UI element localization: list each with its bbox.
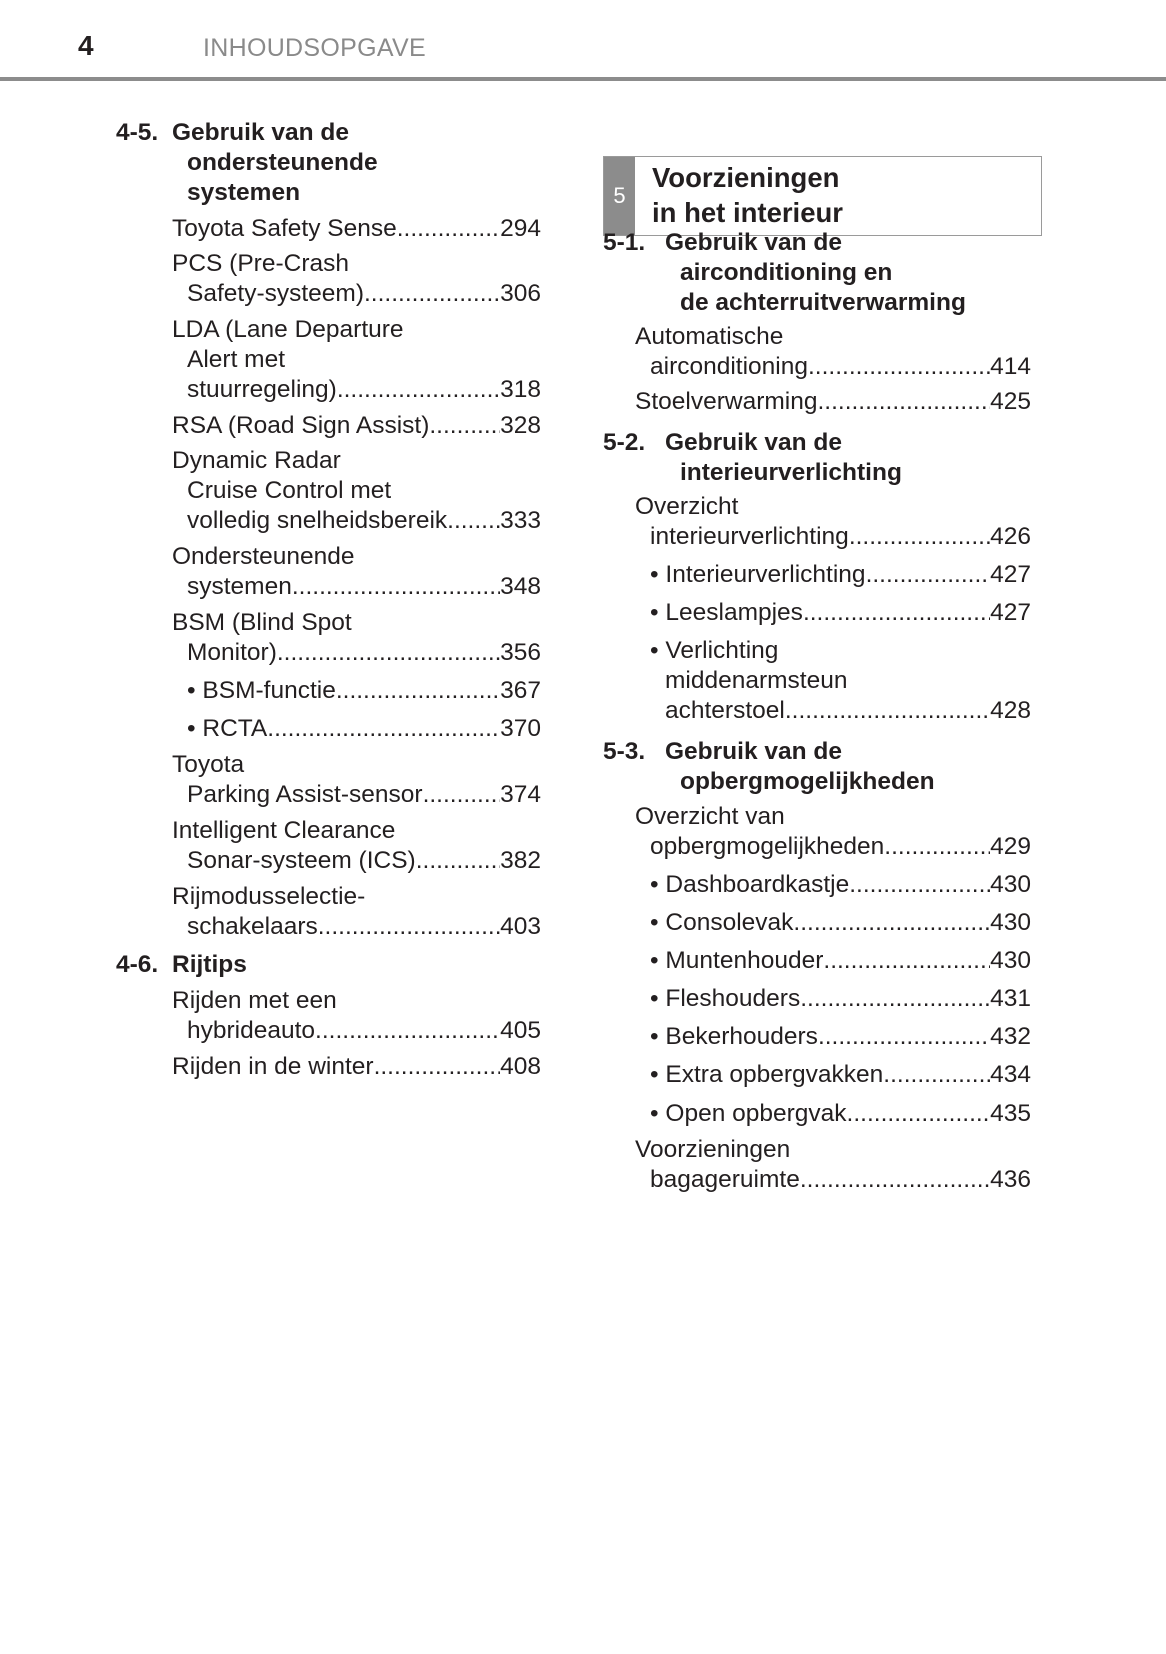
dot-leader: [847, 1098, 991, 1130]
section-title-line: Gebruik van de: [665, 429, 843, 456]
entry-text-line: volledig snelheidsbereik: [187, 507, 448, 534]
entry-text-line: Sonar-systeem (ICS): [187, 847, 416, 874]
chapter-number-tab: 5: [604, 157, 635, 235]
entry-text-line: Parking Assist-sensor: [187, 781, 423, 808]
dot-leader: [374, 1051, 501, 1083]
dot-leader: [793, 907, 990, 939]
page-reference[interactable]: 408: [500, 1053, 541, 1080]
entry-text-line: airconditioning: [650, 353, 808, 380]
entry-text-line: • Leeslampjes: [650, 599, 803, 626]
entry-text-line: • Muntenhouder: [650, 947, 824, 974]
entry-text-line: schakelaars: [187, 913, 318, 940]
entry-text-line: systemen: [187, 573, 292, 600]
entry-text-line: Stoelverwarming: [635, 388, 818, 415]
dot-leader: [818, 1021, 990, 1053]
dot-leader: [817, 386, 990, 418]
entry-text-line: • Open opbergvak: [650, 1100, 847, 1127]
page-reference[interactable]: 429: [990, 833, 1031, 860]
section-title-line: ondersteunende: [187, 149, 378, 176]
page-reference[interactable]: 370: [500, 715, 541, 742]
page-reference[interactable]: 430: [990, 871, 1031, 898]
section-title-line: Gebruik van de: [172, 119, 350, 146]
section-title-line: Rijtips: [172, 951, 247, 978]
section-title-line: Gebruik van de: [665, 229, 843, 256]
entry-text-line: • Dashboardkastje: [650, 871, 850, 898]
entry-text-line: PCS (Pre-Crash: [172, 250, 349, 277]
page-reference[interactable]: 425: [990, 388, 1031, 415]
entry-text-line: Rijmodusselectie-: [172, 883, 366, 910]
page-reference[interactable]: 306: [500, 280, 541, 307]
page-reference[interactable]: 435: [990, 1100, 1031, 1127]
entry-text-line: • Interieurverlichting: [650, 561, 866, 588]
page-reference[interactable]: 430: [990, 909, 1031, 936]
entry-text-line: Automatische: [635, 323, 784, 350]
entry-text-line: Overzicht: [635, 493, 739, 520]
chapter-title-line-2: in het interieur: [652, 197, 843, 228]
page-number: 4: [78, 30, 94, 61]
dot-leader: [849, 521, 990, 553]
section-number: 4-5.: [116, 119, 159, 146]
page-reference[interactable]: 294: [500, 215, 541, 242]
dot-leader: [849, 869, 990, 901]
section-title-line: airconditioning en: [680, 259, 893, 286]
entry-text-line: Dynamic Radar: [172, 447, 341, 474]
section-title-line: de achterruitverwarming: [680, 289, 966, 316]
dot-leader: [423, 779, 501, 811]
page-reference[interactable]: 432: [990, 1023, 1031, 1050]
dot-leader: [866, 559, 991, 591]
page-reference[interactable]: 414: [990, 353, 1031, 380]
entry-text-line: stuurregeling): [187, 376, 337, 403]
page-reference[interactable]: 367: [500, 677, 541, 704]
entry-text-line: Safety-systeem): [187, 280, 364, 307]
page-reference[interactable]: 403: [500, 913, 541, 940]
entry-text-line: • Bekerhouders: [650, 1023, 818, 1050]
chapter-heading-box[interactable]: [603, 156, 1042, 236]
page-reference[interactable]: 426: [990, 523, 1031, 550]
entry-text-line: Toyota Safety Sense: [172, 215, 397, 242]
entry-text-line: • BSM-functie: [187, 677, 336, 704]
entry-text-line: • Verlichting: [650, 637, 779, 664]
dot-leader: [336, 675, 500, 707]
entry-text-line: Alert met: [187, 346, 286, 373]
entry-text-line: Monitor): [187, 639, 277, 666]
page-reference[interactable]: 356: [500, 639, 541, 666]
entry-text-line: opbergmogelijkheden: [650, 833, 885, 860]
dot-leader: [800, 983, 990, 1015]
page-reference[interactable]: 333: [500, 507, 541, 534]
entry-text-line: achterstoel: [665, 697, 785, 724]
dot-leader: [800, 1164, 990, 1196]
entry-text-line: Rijden met een: [172, 987, 337, 1014]
page-reference[interactable]: 348: [500, 573, 541, 600]
dot-leader: [883, 1059, 990, 1091]
section-title-line: systemen: [187, 179, 301, 206]
entry-text-line: Toyota: [172, 751, 245, 778]
section-number: 4-6.: [116, 951, 159, 978]
page-reference[interactable]: 427: [990, 561, 1031, 588]
dot-leader: [318, 911, 500, 943]
entry-text-line: bagageruimte: [650, 1166, 800, 1193]
page-reference[interactable]: 430: [990, 947, 1031, 974]
section-title-line: Gebruik van de: [665, 738, 843, 765]
page-reference[interactable]: 434: [990, 1061, 1031, 1088]
dot-leader: [823, 945, 990, 977]
page-header-title: INHOUDSOPGAVE: [203, 34, 426, 62]
dot-leader: [292, 571, 500, 603]
dot-leader: [277, 637, 500, 669]
entry-text-line: Cruise Control met: [187, 477, 392, 504]
section-number: 5-2.: [603, 429, 646, 456]
page-reference[interactable]: 382: [500, 847, 541, 874]
page-reference[interactable]: 431: [990, 985, 1031, 1012]
entry-text-line: hybrideauto: [187, 1017, 316, 1044]
dot-leader: [803, 597, 990, 629]
page-reference[interactable]: 436: [990, 1166, 1031, 1193]
section-title-line: interieurverlichting: [680, 459, 902, 486]
dot-leader: [416, 845, 500, 877]
section-number: 5-3.: [603, 738, 646, 765]
entry-text-line: • RCTA: [187, 715, 268, 742]
dot-leader: [785, 695, 990, 727]
page-reference[interactable]: 427: [990, 599, 1031, 626]
entry-text-line: Rijden in de winter: [172, 1053, 374, 1080]
entry-text-line: • Consolevak: [650, 909, 794, 936]
entry-text-line: Intelligent Clearance: [172, 817, 396, 844]
section-number: 5-1.: [603, 229, 646, 256]
dot-leader: [884, 831, 990, 863]
entry-text-line: • Fleshouders: [650, 985, 801, 1012]
chapter-title-line-1: Voorzieningen: [652, 162, 840, 193]
entry-text-line: BSM (Blind Spot: [172, 609, 352, 636]
entry-text-line: Ondersteunende: [172, 543, 355, 570]
page-reference[interactable]: 428: [990, 697, 1031, 724]
page-reference[interactable]: 374: [500, 781, 541, 808]
dot-leader: [315, 1015, 500, 1047]
dot-leader: [337, 374, 500, 406]
page-reference[interactable]: 328: [500, 412, 541, 439]
dot-leader: [429, 410, 500, 442]
entry-text-line: RSA (Road Sign Assist): [172, 412, 430, 439]
entry-text-line: Overzicht van: [635, 803, 785, 830]
page-reference[interactable]: 318: [500, 376, 541, 403]
dot-leader: [364, 278, 500, 310]
header-rule: [0, 77, 1166, 81]
entry-text-line: LDA (Lane Departure: [172, 316, 404, 343]
entry-text-line: Voorzieningen: [635, 1136, 791, 1163]
dot-leader: [267, 713, 500, 745]
dot-leader: [808, 351, 990, 383]
entry-text-line: interieurverlichting: [650, 523, 849, 550]
entry-text-line: middenarmsteun: [665, 667, 848, 694]
page-reference[interactable]: 405: [500, 1017, 541, 1044]
dot-leader: [397, 213, 500, 245]
section-title-line: opbergmogelijkheden: [680, 768, 935, 795]
dot-leader: [447, 505, 500, 537]
entry-text-line: • Extra opbergvakken: [650, 1061, 884, 1088]
